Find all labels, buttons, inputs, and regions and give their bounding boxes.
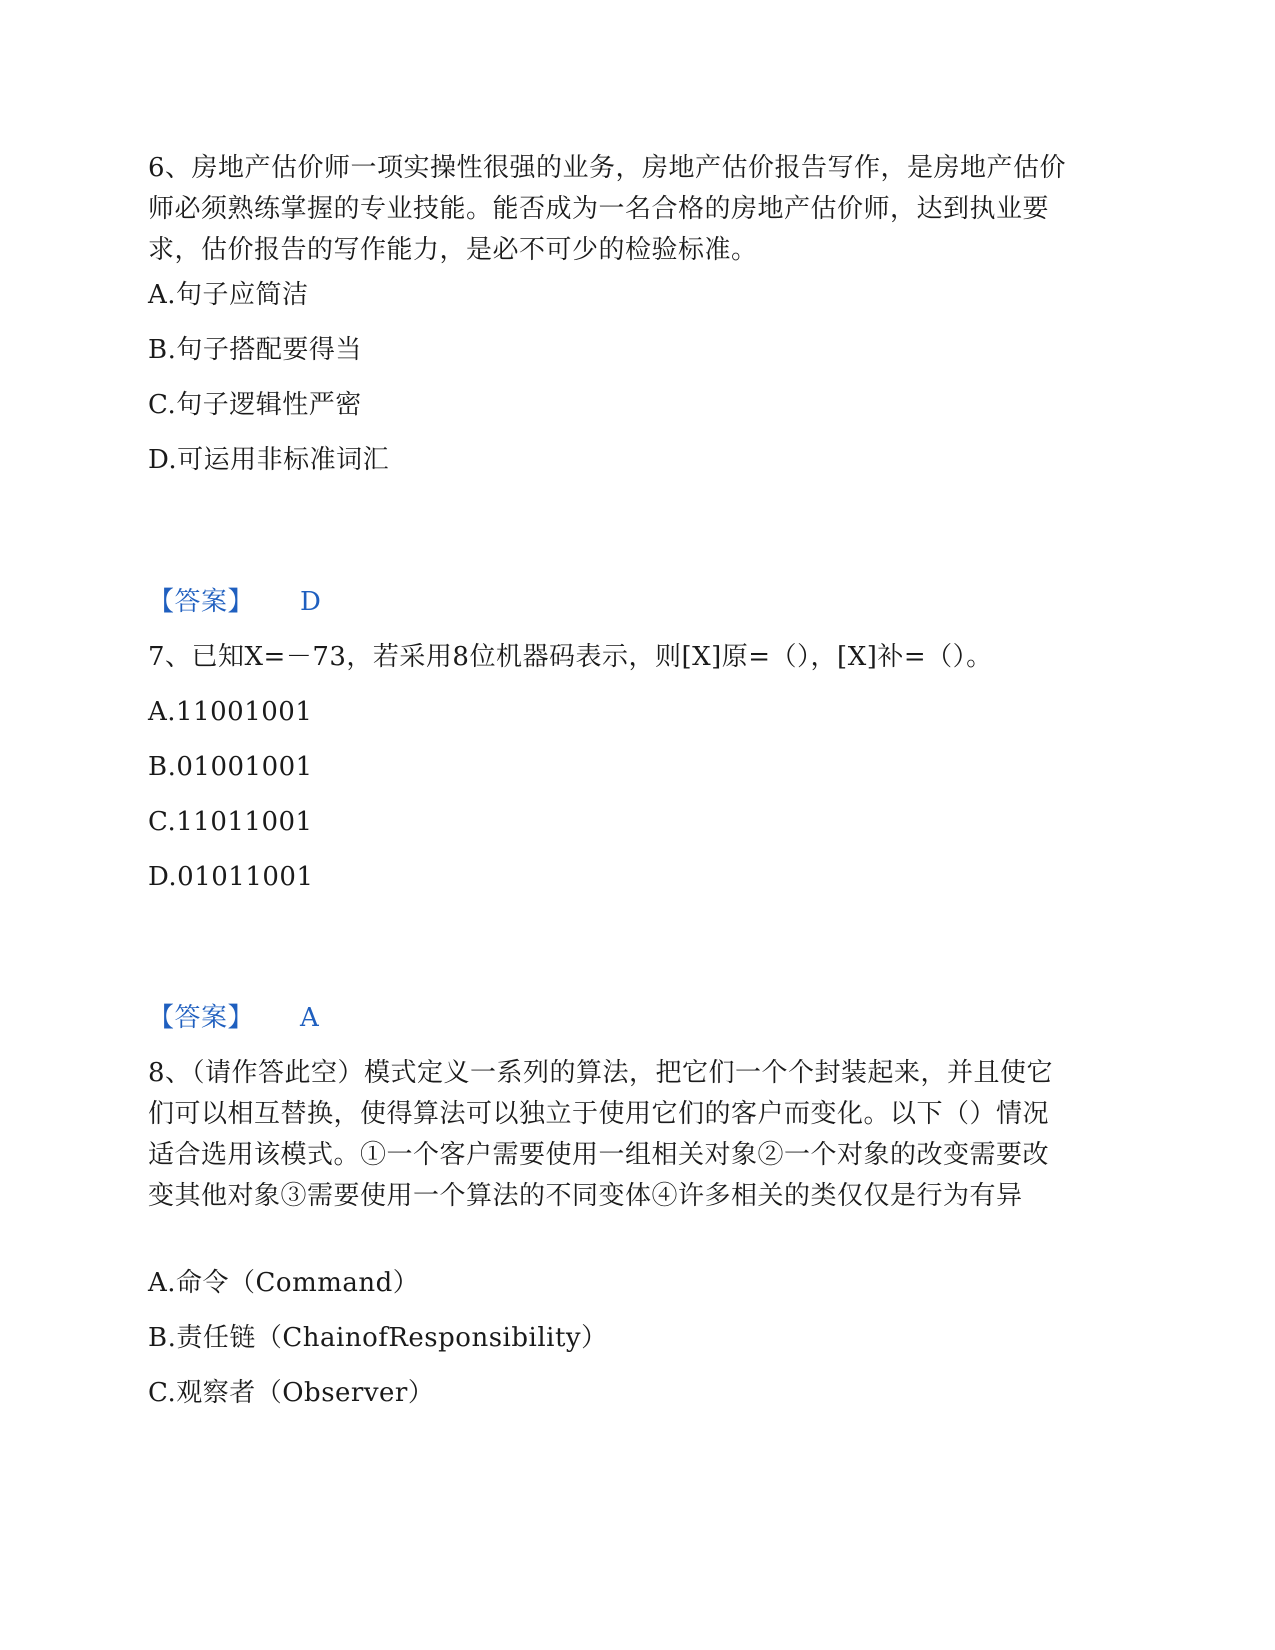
question-8-stem: 8、（请作答此空）模式定义一系列的算法，把它们一个个封装起来，并且使它们可以相互替换，使得算法可以独立于使用它们的客户而变化。以下（）情况适合选用该模式。①一个客户需要使用一组相关对象②一个对象的改变需要改变其他对象③需要使用一个算法的不同变体④许多相关的类仅仅是行为有异 (148, 1058, 1054, 1211)
question-6-option-c: C.句子逻辑性严密 (148, 390, 362, 420)
question-7-option-d: D.01011001 (148, 862, 314, 892)
question-7-answer (148, 1001, 319, 1035)
question-6-stem: 6、房地产估价师一项实操性很强的业务，房地产估价报告写作，是房地产估价师必须熟练掌握的专业技能。能否成为一名合格的房地产估价师，达到执业要求，估价报告的写作能力，是必不可少的检验标准。 (148, 153, 1067, 265)
question-8-option-c: C.观察者（Observer） (148, 1378, 435, 1408)
question-6-option-a: A.句子应简洁 (148, 280, 309, 310)
question-8-option-a: A.命令（Command） (148, 1268, 420, 1298)
question-7-stem: 7、已知X=－73，若采用8位机器码表示，则[X]原=（），[X]补=（）。 (148, 642, 993, 672)
question-7-option-b: B.01001001 (148, 752, 313, 782)
question-7-option-c: C.11011001 (148, 807, 313, 837)
question-6-answer (148, 585, 321, 619)
question-7-option-a: A.11001001 (148, 697, 313, 727)
answer-label: 【答案】 (148, 1003, 255, 1033)
question-6-option-b: B.句子搭配要得当 (148, 335, 362, 365)
answer-label: 【答案】 (148, 587, 255, 617)
question-8-option-b: B.责任链（ChainofResponsibility） (148, 1323, 608, 1353)
answer-value: D (300, 587, 322, 617)
answer-value: A (300, 1003, 320, 1033)
question-6-option-d: D.可运用非标准词汇 (148, 445, 390, 475)
